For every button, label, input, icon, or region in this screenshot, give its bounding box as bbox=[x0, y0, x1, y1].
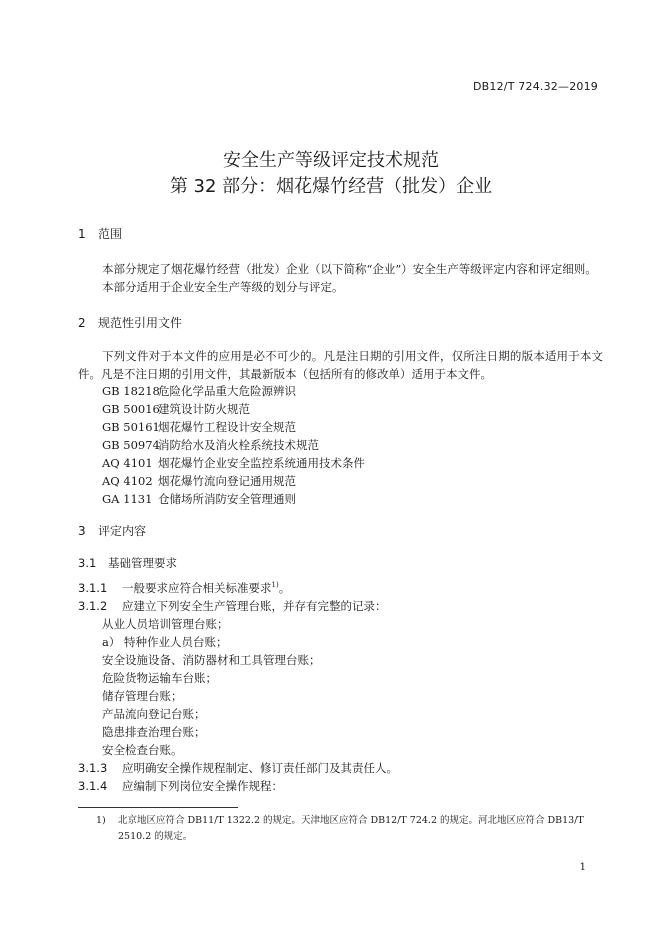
clause-text: 应明确安全操作规程制定、修订责任部门及其责任人。 bbox=[122, 761, 398, 775]
reference-item bbox=[102, 437, 319, 453]
clause-end: 。 bbox=[278, 581, 291, 595]
document-number: DB12/T 724.32—2019 bbox=[472, 80, 598, 93]
section-3-heading bbox=[78, 522, 146, 539]
clause-text: 一般要求应符合相关标准要求 bbox=[122, 581, 272, 595]
reference-title: 烟花爆竹工程设计安全规范 bbox=[158, 420, 296, 434]
ledger-item: 从业人员培训管理台账； bbox=[102, 617, 229, 631]
reference-item bbox=[102, 455, 365, 471]
reference-code: GB 50161 bbox=[102, 420, 160, 434]
reference-code: GB 18218 bbox=[102, 384, 160, 398]
reference-item bbox=[102, 419, 296, 435]
reference-title: 烟花爆竹企业安全监控系统通用技术条件 bbox=[158, 456, 365, 470]
footnote-text: 北京地区应符合 DB11/T 1322.2 的规定。天津地区应符合 DB12/T 724.2 的规定。河北地区应符合 DB13/T 2510.2 的规定。 bbox=[118, 815, 584, 842]
ledger-item: 危险货物运输车台账； bbox=[102, 671, 217, 685]
section-title: 评定内容 bbox=[98, 524, 147, 538]
clause bbox=[78, 580, 290, 596]
section-2-heading bbox=[78, 314, 182, 331]
section-number: 1 bbox=[78, 227, 86, 241]
clause-text: 应编制下列岗位安全操作规程： bbox=[122, 779, 283, 793]
ledger-item: 储存管理台账； bbox=[102, 689, 183, 703]
clause-number: 3.1.4 bbox=[78, 779, 108, 793]
reference-code: AQ 4101 bbox=[102, 456, 153, 470]
clause bbox=[78, 598, 387, 614]
section-2-intro: 下列文件对于本文件的应用是必不可少的。凡是注日期的引用文件，仅所注日期的版本适用于本文件。凡是不注日期的引用文件，其最新版本（包括所有的修改单）适用于本文件。 bbox=[78, 349, 603, 381]
section-number: 3 bbox=[78, 524, 86, 538]
clause-number: 3.1.2 bbox=[78, 599, 108, 613]
reference-code: GA 1131 bbox=[102, 492, 153, 506]
ledger-item: 隐患排查治理台账； bbox=[102, 725, 206, 739]
section-1-heading bbox=[78, 225, 122, 242]
reference-title: 危险化学品重大危险源辨识 bbox=[158, 384, 296, 398]
section-title: 规范性引用文件 bbox=[98, 316, 183, 330]
footnote-mark: 1) bbox=[96, 815, 106, 826]
clause bbox=[78, 760, 398, 776]
reference-item bbox=[102, 491, 296, 507]
reference-title: 烟花爆竹流向登记通用规范 bbox=[158, 474, 296, 488]
reference-code: GB 50974 bbox=[102, 438, 160, 452]
ledger-item: 安全检查台账。 bbox=[102, 743, 183, 757]
footnote bbox=[96, 813, 606, 845]
ledger-item: a） 特种作业人员台账； bbox=[102, 635, 228, 649]
reference-title: 建筑设计防火规范 bbox=[158, 402, 250, 416]
section-1-paragraph: 本部分规定了烟花爆竹经营（批发）企业（以下简称“企业”）安全生产等级评定内容和评定细则。 bbox=[102, 262, 597, 276]
clause-text: 应建立下列安全生产管理台账，并存有完整的记录： bbox=[122, 599, 387, 613]
reference-code: GB 50016 bbox=[102, 402, 160, 416]
subsection-heading bbox=[78, 555, 177, 571]
reference-title: 仓储场所消防安全管理通则 bbox=[158, 492, 296, 506]
document-title: 安全生产等级评定技术规范 bbox=[223, 150, 439, 171]
page-number: 1 bbox=[579, 862, 586, 873]
subsection-title: 基础管理要求 bbox=[108, 556, 177, 570]
section-number: 2 bbox=[78, 316, 86, 330]
reference-item bbox=[102, 383, 296, 399]
section-title: 范围 bbox=[98, 227, 123, 241]
clause bbox=[78, 778, 283, 794]
clause-number: 3.1.3 bbox=[78, 761, 108, 775]
document-subtitle: 第 32 部分：烟花爆竹经营（批发）企业 bbox=[169, 176, 493, 197]
reference-item bbox=[102, 401, 250, 417]
section-1-paragraph: 本部分适用于企业安全生产等级的划分与评定。 bbox=[102, 280, 344, 294]
reference-item bbox=[102, 473, 296, 489]
clause-number: 3.1.1 bbox=[78, 581, 108, 595]
ledger-item: 安全设施设备、消防器材和工具管理台账； bbox=[102, 653, 321, 667]
footnote-divider bbox=[78, 807, 238, 808]
footnote-reference: 1) bbox=[271, 581, 279, 590]
reference-code: AQ 4102 bbox=[102, 474, 153, 488]
reference-title: 消防给水及消火栓系统技术规范 bbox=[158, 438, 319, 452]
ledger-item: 产品流向登记台账； bbox=[102, 707, 206, 721]
subsection-number: 3.1 bbox=[78, 556, 97, 570]
